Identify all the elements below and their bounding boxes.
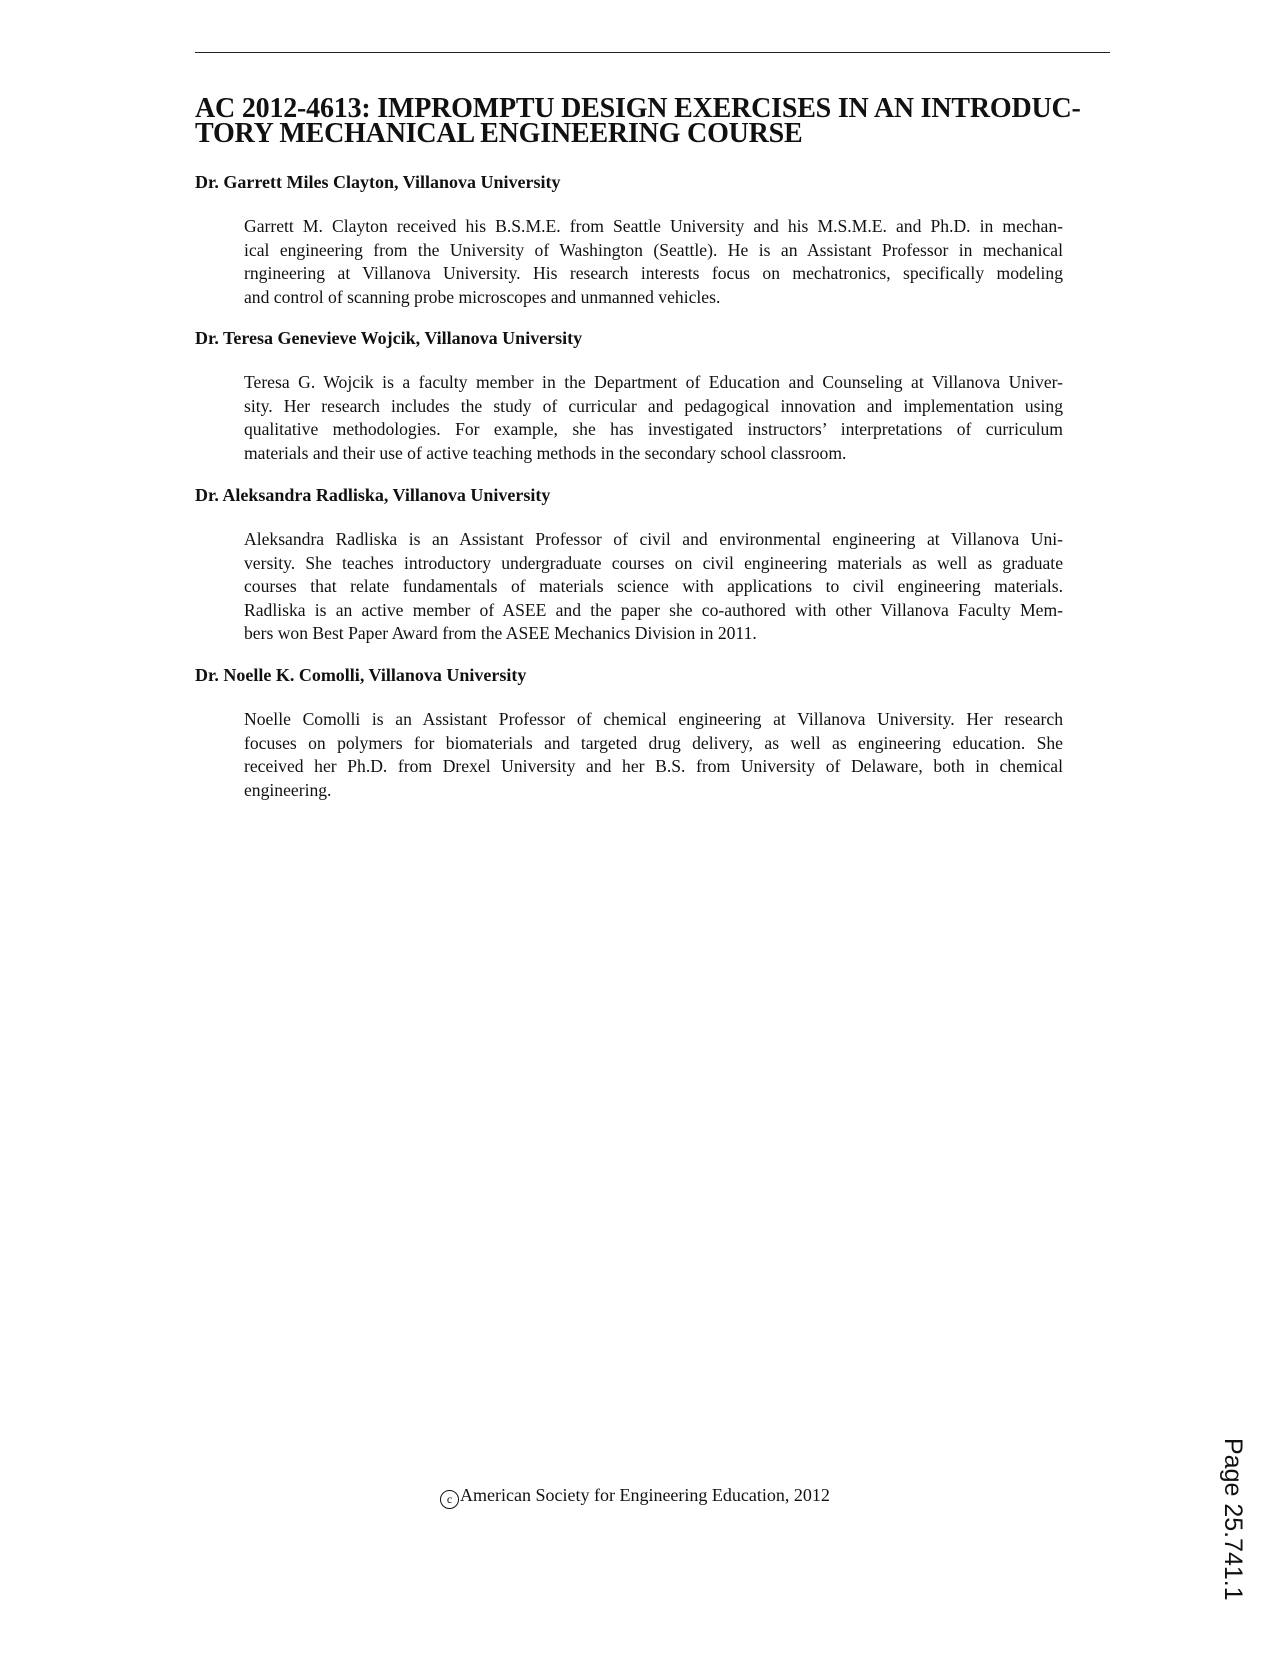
bio-line: and control of scanning probe microscopes and unmanned vehicles. [244,286,721,307]
author-bio-clayton [244,215,1063,309]
copyright-icon: c [440,1490,459,1509]
bio-line: qualitative methodologies. For example, she has investigated instructors’ interpretations of curriculum [244,419,1063,439]
bio-line: focuses on polymers for biomaterials and targeted drug delivery, as well as engineering education. She [244,732,1063,753]
bio-line: Noelle Comolli is an Assistant Professor of chemical engineering at Villanova University. Her research [244,709,1063,729]
bio-line: Teresa G. Wojcik is a faculty member in the Department of Education and Counseling at Villanova Univer- [244,372,1063,392]
bio-line: rngineering at Villanova University. His research interests focus on mechatronics, specifically modeling [244,263,1063,283]
paper-title-line: TORY MECHANICAL ENGINEERING COURSE [195,118,803,149]
bio-line: received her Ph.D. from Drexel University and her B.S. from University of Delaware, both in chemical [244,756,1063,776]
top-rule [195,52,1110,53]
author-name-wojcik: Dr. Teresa Genevieve Wojcik, Villanova University [195,328,583,348]
author-bio-radliska [244,528,1063,646]
bio-line: Aleksandra Radliska is an Assistant Professor of civil and environmental engineering at Villanova Uni- [244,529,1063,549]
author-bio-comolli [244,708,1063,802]
author-name-clayton: Dr. Garrett Miles Clayton, Villanova University [195,172,561,192]
copyright-text: American Society for Engineering Education, 2012 [460,1485,830,1505]
paper-title-line: AC 2012-4613: IMPROMPTU DESIGN EXERCISES IN AN INTRODUC- [195,93,1081,124]
bio-line: bers won Best Paper Award from the ASEE Mechanics Division in 2011. [244,623,757,643]
bio-line: courses that relate fundamentals of materials science with applications to civil engineering materials. [244,576,1063,596]
author-bio-wojcik [244,371,1063,465]
paper-title [195,93,1125,149]
copyright-notice [440,1484,830,1509]
bio-line: versity. She teaches introductory undergraduate courses on civil engineering materials as well as graduate [244,552,1063,573]
bio-line: engineering. [244,779,332,800]
bio-line: Radliska is an active member of ASEE and the paper she co-authored with other Villanova Faculty Mem- [244,599,1063,620]
author-name-radliska: Dr. Aleksandra Radliska, Villanova University [195,485,551,505]
bio-line: ical engineering from the University of Washington (Seattle). He is an Assistant Professor in mechanical [244,239,1063,260]
author-name-comolli: Dr. Noelle K. Comolli, Villanova University [195,665,527,685]
page-number-stamp: Page 25.741.1 [1219,1438,1247,1601]
bio-line: materials and their use of active teaching methods in the secondary school classroom. [244,442,847,463]
bio-line: Garrett M. Clayton received his B.S.M.E. from Seattle University and his M.S.M.E. and Ph.D. in mechan- [244,216,1063,236]
bio-line: sity. Her research includes the study of curricular and pedagogical innovation and implementation using [244,395,1063,416]
